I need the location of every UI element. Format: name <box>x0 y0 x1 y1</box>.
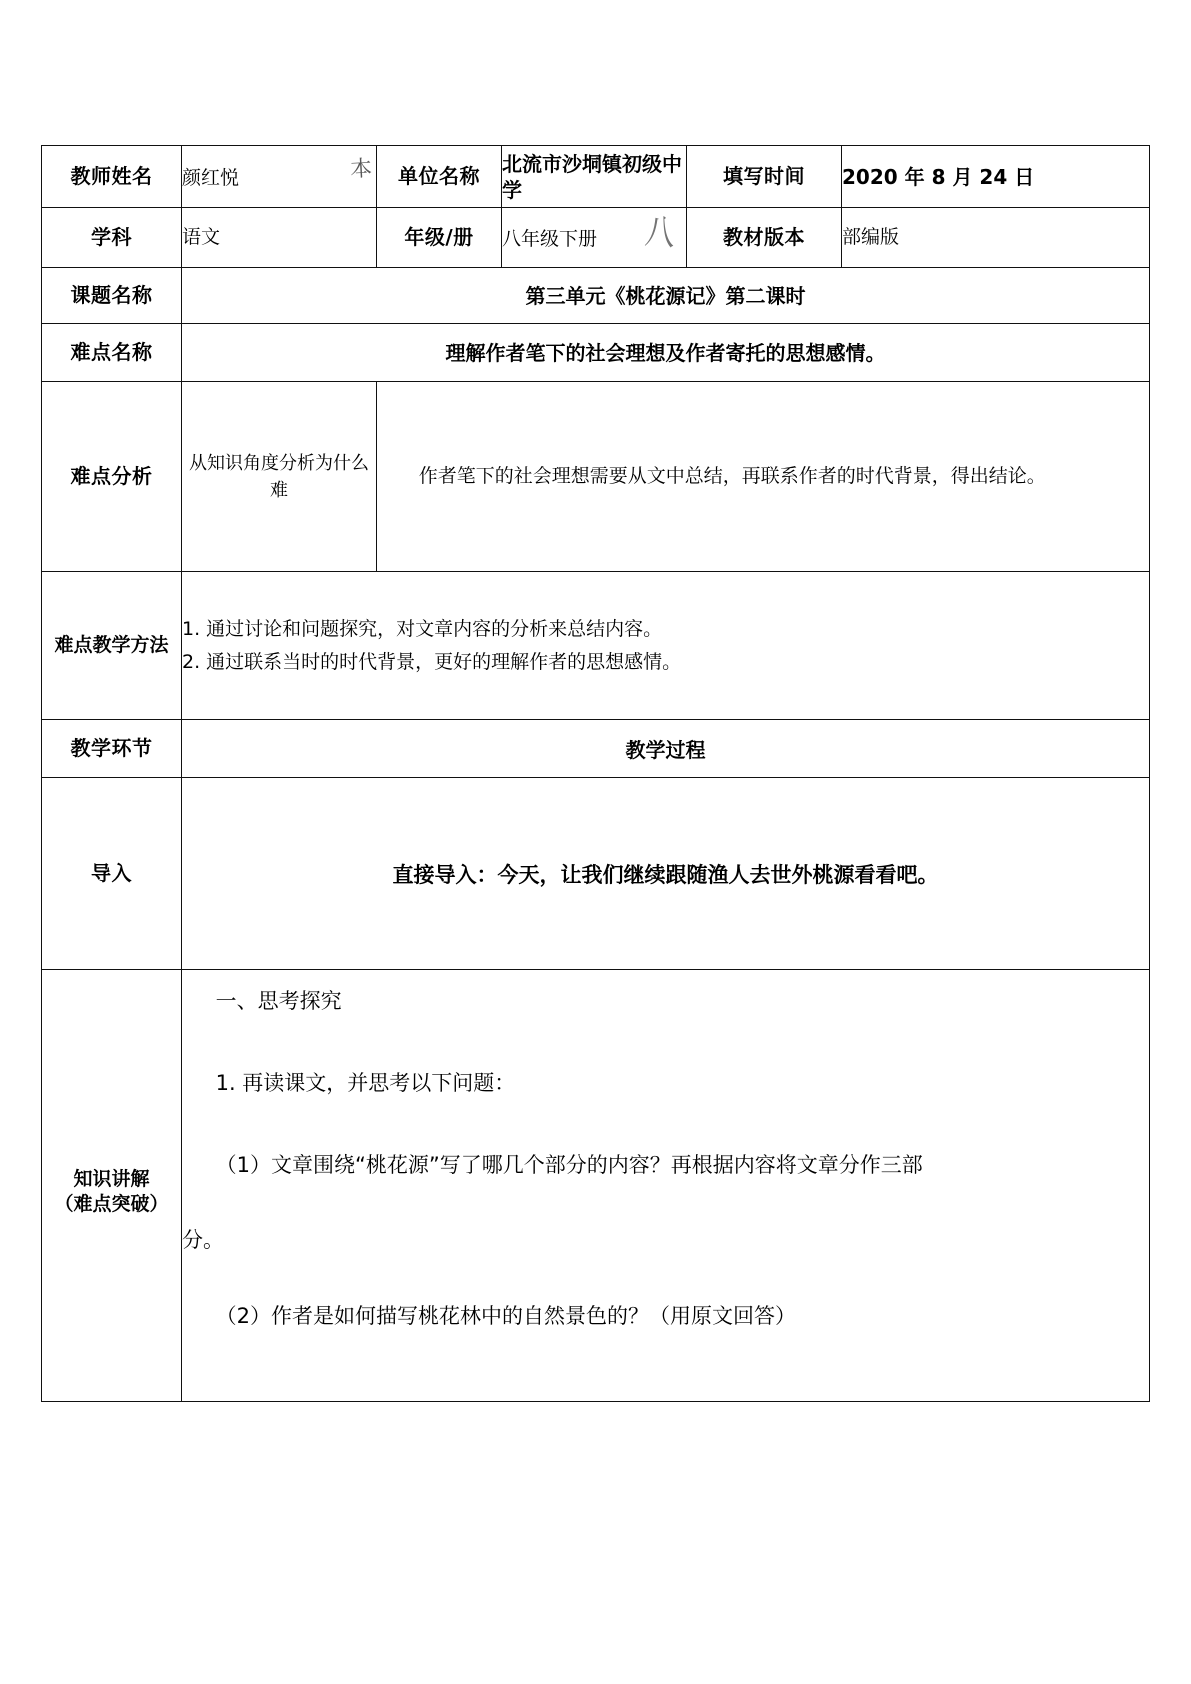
table-row <box>42 720 1150 778</box>
table-row <box>42 268 1150 324</box>
fill-date-label: 填写时间 <box>687 146 842 208</box>
teaching-stage-label: 教学环节 <box>42 720 182 778</box>
knowledge-question-1: （1）文章围绕“桃花源”写了哪几个部分的内容？再根据内容将文章分作三部 <box>215 1153 923 1178</box>
textbook-version-label: 教材版本 <box>687 208 842 268</box>
table-row <box>42 970 1150 1402</box>
teacher-name-value: 颜红悦 <box>182 146 377 208</box>
knowledge-question-2: （2）作者是如何描写桃花林中的自然景色的？（用原文回答） <box>215 1304 796 1329</box>
grade-label: 年级/册 <box>377 208 502 268</box>
handwritten-mark-ben: 本 <box>349 156 373 183</box>
knowledge-label-line1: 知识讲解 <box>73 1167 150 1190</box>
difficulty-analysis-sublabel: 从知识角度分析为什么难 <box>182 382 377 572</box>
knowledge-question-1-wrap: 分。 <box>182 1227 224 1252</box>
lead-in-label: 导入 <box>42 778 182 970</box>
list-item: 2. 通过联系当时的时代背景，更好的理解作者的思想感情。 <box>182 650 682 673</box>
grade-value: 八年级下册 <box>502 208 687 268</box>
knowledge-question-intro: 1. 再读课文，并思考以下问题： <box>215 1070 516 1095</box>
teacher-name-label: 教师姓名 <box>42 146 182 208</box>
handwritten-mark-ba: 八 <box>643 211 677 255</box>
knowledge-body <box>182 970 1150 1402</box>
knowledge-label-line2: （难点突破） <box>54 1192 169 1215</box>
lesson-plan-table <box>41 145 1150 1402</box>
teaching-process-label: 教学过程 <box>182 720 1150 778</box>
table-row <box>42 572 1150 720</box>
topic-value: 第三单元《桃花源记》第二课时 <box>182 268 1150 324</box>
difficulty-analysis-value <box>377 382 1150 572</box>
textbook-version-value: 部编版 <box>842 208 1150 268</box>
knowledge-heading: 一、思考探究 <box>215 988 342 1013</box>
teaching-method-list <box>182 572 1150 720</box>
table-row <box>42 778 1150 970</box>
fill-date-value: 2020 年 8 月 24 日 <box>842 146 1150 208</box>
unit-name-value: 北流市沙垌镇初级中学 <box>502 146 687 208</box>
knowledge-label <box>42 970 182 1402</box>
subject-value: 语文 <box>182 208 377 268</box>
table-row <box>42 324 1150 382</box>
table-row <box>42 382 1150 572</box>
difficulty-name-label: 难点名称 <box>42 324 182 382</box>
teaching-method-label: 难点教学方法 <box>42 572 182 720</box>
unit-name-label: 单位名称 <box>377 146 502 208</box>
table-row <box>42 146 1150 208</box>
difficulty-analysis-text: 作者笔下的社会理想需要从文中总结，再联系作者的时代背景，得出结论。 <box>418 464 1046 487</box>
difficulty-name-value: 理解作者笔下的社会理想及作者寄托的思想感情。 <box>182 324 1150 382</box>
list-item: 1. 通过讨论和问题探究，对文章内容的分析来总结内容。 <box>182 618 663 641</box>
subject-label: 学科 <box>42 208 182 268</box>
difficulty-analysis-label: 难点分析 <box>42 382 182 572</box>
table-row <box>42 208 1150 268</box>
topic-label: 课题名称 <box>42 268 182 324</box>
lead-in-value: 直接导入：今天，让我们继续跟随渔人去世外桃源看看吧。 <box>182 778 1150 970</box>
